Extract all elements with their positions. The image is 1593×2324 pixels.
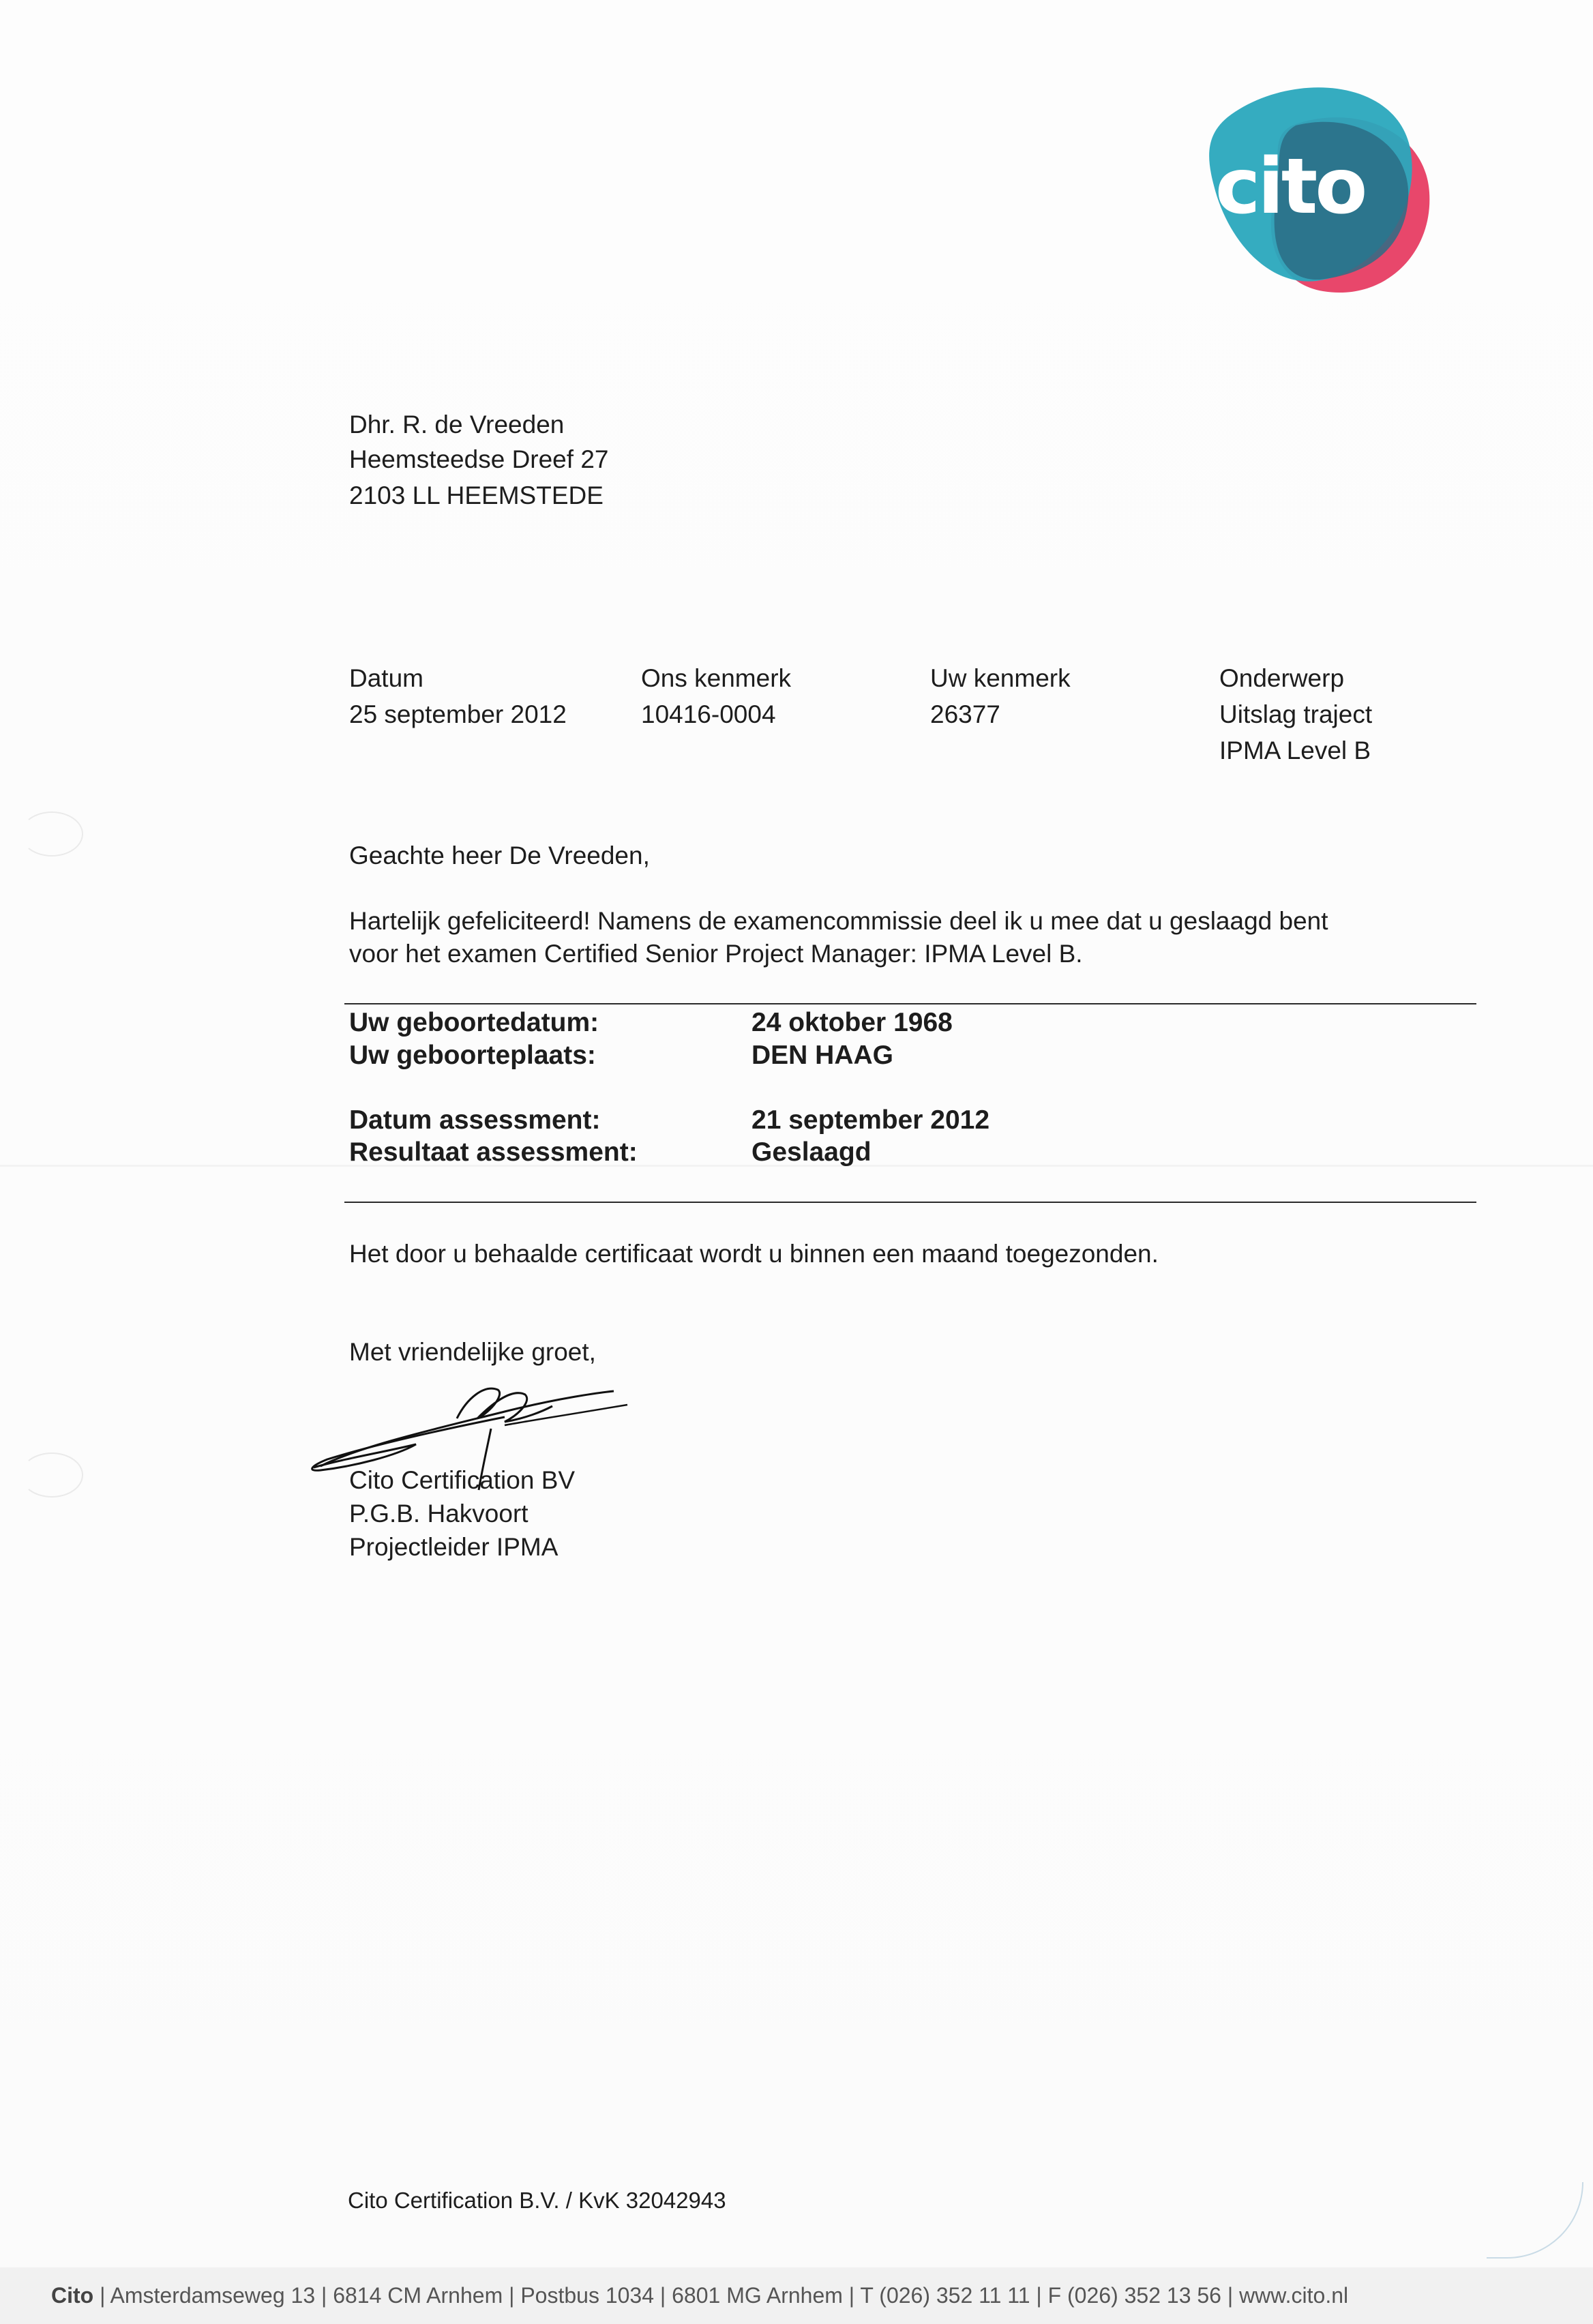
cito-logo (1200, 76, 1446, 301)
detail-label: Datum assessment: (349, 1105, 601, 1135)
detail-value: Geslaagd (751, 1137, 872, 1167)
ons-kenmerk-label: Ons kenmerk (641, 664, 792, 692)
onderwerp-label: Onderwerp (1219, 664, 1345, 692)
closing-note: Het door u behaalde certificaat wordt u binnen een maand toegezonden. (349, 1240, 1159, 1268)
logo-text: cito (1215, 143, 1365, 231)
onderwerp-line-1: Uitslag traject (1219, 700, 1373, 728)
datum-value: 25 september 2012 (349, 700, 567, 728)
sender-org: Cito Certification BV (349, 1466, 576, 1494)
onderwerp-line-2: IPMA Level B (1219, 736, 1371, 764)
detail-value: 24 oktober 1968 (751, 1008, 953, 1037)
detail-label: Uw geboortedatum: (349, 1008, 599, 1037)
punch-hole-mark (20, 1452, 83, 1498)
detail-value: 21 september 2012 (751, 1105, 990, 1135)
detail-value: DEN HAAG (751, 1041, 894, 1070)
recipient-city: 2103 LL HEEMSTEDE (349, 481, 604, 509)
company-registration: Cito Certification B.V. / KvK 32042943 (348, 2188, 726, 2213)
sender-title: Projectleider IPMA (349, 1533, 559, 1561)
footer-brand: Cito (51, 2283, 94, 2308)
footer-contact: | Amsterdamseweg 13 | 6814 CM Arnhem | Postbus 1034 | 6801 MG Arnhem | T (026) 352 11 11 | F (026) 352 13 56 | www.cito.nl (93, 2283, 1349, 2308)
recipient-name: Dhr. R. de Vreeden (349, 411, 565, 438)
detail-label: Resultaat assessment: (349, 1137, 638, 1167)
sender-name: P.G.B. Hakvoort (349, 1500, 528, 1528)
recipient-street: Heemsteedse Dreef 27 (349, 445, 609, 473)
salutation: Geachte heer De Vreeden, (349, 841, 650, 869)
ons-kenmerk-value: 10416-0004 (641, 700, 776, 728)
punch-hole-mark (20, 811, 83, 856)
uw-kenmerk-label: Uw kenmerk (930, 664, 1071, 692)
uw-kenmerk-value: 26377 (930, 700, 1000, 728)
divider-top (344, 1003, 1476, 1004)
divider-bottom (344, 1202, 1476, 1203)
body-line-2: voor het examen Certified Senior Project Manager: IPMA Level B. (349, 940, 1083, 968)
datum-label: Datum (349, 664, 423, 692)
detail-label: Uw geboorteplaats: (349, 1041, 596, 1070)
greeting: Met vriendelijke groet, (349, 1338, 596, 1366)
footer-address (51, 2283, 1348, 2308)
body-line-1: Hartelijk gefeliciteerd! Namens de examencommissie deel ik u mee dat u geslaagd bent (349, 907, 1328, 935)
